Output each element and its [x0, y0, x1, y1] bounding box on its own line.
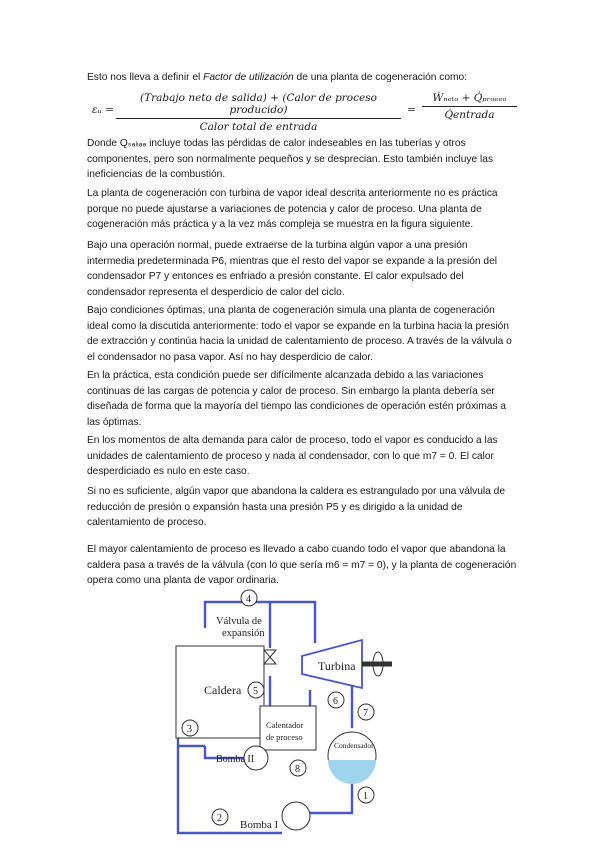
- paragraph: [87, 238, 517, 300]
- equation-lhs: εᵤ =: [92, 104, 114, 116]
- pump-2-label: Bomba II: [216, 754, 255, 765]
- paragraph-line: Bajo condiciones óptimas, una planta de cogeneración simula una planta de cogeneración: [87, 305, 495, 316]
- state-point-label-4: 4: [246, 594, 251, 605]
- paragraph-line: opera como una planta de vapor ordinaria.: [87, 575, 279, 587]
- equation-numerator-1: (Trabajo neto de salida) + (Calor de proceso producido): [116, 92, 401, 119]
- equation-numerator-2: Ẇₙₑₜₒ + Q̇ₚᵣₒₑₑₒ: [422, 92, 517, 107]
- paragraph-line: de extracción y continúa hacia la unidad de calentamiento de proceso. A través de la válvula o: [87, 336, 512, 348]
- paragraph-line: porque no puede ajustarse a variaciones de potencia y calor de proceso. Una planta de: [87, 203, 482, 215]
- paragraph-line: Donde Qₛₐₗᵢₔₐ incluye todas las pérdidas de calor indeseables en las tuberías y otros: [87, 138, 466, 149]
- equation-equals: =: [407, 104, 416, 116]
- state-point-label-3: 3: [187, 724, 192, 735]
- state-point-label-6: 6: [333, 696, 338, 707]
- paragraph: [87, 303, 517, 365]
- intro-before: Esto nos lleva a definir el: [87, 72, 204, 83]
- paragraph: [87, 542, 517, 589]
- equation-denominator-1: Calor total de entrada: [199, 121, 318, 133]
- paragraph-line: intermedia predeterminada P6, mientras que el resto del vapor se expande a la presión del: [87, 255, 498, 267]
- paragraph-line: calentamiento de proceso.: [87, 517, 207, 529]
- state-point-label-8: 8: [295, 764, 300, 775]
- heater-label-1: Calentador: [266, 720, 304, 730]
- paragraph-line: desperdiciado es nulo en este caso.: [87, 466, 250, 478]
- paragraph-line: caldera pasa a través de la válvula (con lo que sería m6 = m7 = 0), y la planta de cogeneración: [87, 559, 517, 571]
- intro-italic: Factor de utilización: [203, 72, 294, 83]
- paragraph-line: continuas de las cargas de potencia y calor de proceso. Sin embargo la planta debería ser: [87, 385, 495, 397]
- expansion-valve-icon: [264, 650, 276, 664]
- paragraph-line: el condensador no pasa vapor. Así no hay desperdicio de calor.: [87, 351, 374, 363]
- paragraph-line: cogeneración más práctica y a la vez más compleja se muestra en la figura siguiente.: [87, 219, 474, 231]
- paragraph-line: Bajo una operación normal, puede extraerse de la turbina algún vapor a una presión: [87, 240, 468, 251]
- paragraph-line: las óptimas.: [87, 416, 142, 428]
- paragraph: [87, 433, 517, 480]
- paragraph-line: ideal como la discutida anteriormente: todo el vapor se expande en la turbina hacia la presión: [87, 320, 509, 332]
- utilization-factor-equation: [92, 92, 512, 133]
- valve-label-1: Válvula de: [216, 616, 262, 627]
- paragraph: [87, 186, 517, 233]
- paragraph-line: ineficiencias de la combustión.: [87, 169, 226, 181]
- pump-1-label: Bomba I: [240, 819, 279, 831]
- state-point-label-7: 7: [363, 708, 368, 719]
- intro-text: [87, 70, 517, 86]
- condenser-water: [328, 760, 376, 784]
- state-point-label-5: 5: [253, 686, 258, 697]
- paragraph: [87, 136, 517, 183]
- equation-fraction-2: [422, 92, 517, 121]
- boiler-label: Caldera: [204, 683, 242, 697]
- paragraph-line: La planta de cogeneración con turbina de vapor ideal descrita anteriormente no es práctica: [87, 188, 498, 199]
- paragraph-line: En la práctica, esta condición puede ser difícilmente alcanzada debido a las variaciones: [87, 370, 484, 381]
- state-point-label-2: 2: [217, 813, 222, 824]
- pump-1-icon: [282, 802, 310, 830]
- paragraph-line: reducción de presión o expansión hasta una presión P5 y es dirigido a la unidad de: [87, 501, 463, 513]
- paragraph-line: Si no es suficiente, algún vapor que abandona la caldera es estrangulado por una válvula de: [87, 486, 505, 497]
- heater-label-2: de proceso: [266, 732, 303, 742]
- state-point-label-1: 1: [363, 791, 368, 802]
- paragraph-line: unidades de calentamiento de proceso y nada al condensador, con lo que m7 = 0. El calor: [87, 450, 494, 462]
- turbine-label: Turbina: [318, 659, 356, 673]
- paragraph: [87, 484, 517, 531]
- intro-after: de una planta de cogeneración como:: [293, 72, 468, 83]
- paragraph-line: El mayor calentamiento de proceso es llevado a cabo cuando todo el vapor que abandona la: [87, 544, 506, 555]
- paragraph-line: componentes, pero son normalmente pequeños y se desprecian. Esto también incluye las: [87, 153, 494, 165]
- equation-denominator-2: Q̇entrada: [444, 109, 495, 121]
- paragraph-line: condensador P7 y entonces es enfriado a presión constante. El calor expulsado del: [87, 271, 464, 283]
- paragraph-line: condensador representa el desperdicio de calor del ciclo.: [87, 286, 345, 298]
- cogeneration-plant-diagram: [170, 588, 410, 843]
- equation-fraction-1: [116, 92, 401, 133]
- condenser-label: Condensador: [334, 741, 374, 750]
- paragraph-line: En los momentos de alta demanda para calor de proceso, todo el vapor es conducido a las: [87, 435, 498, 446]
- paragraph-line: diseñada de forma que la mayoría del tiempo las condiciones de operación estén próximas a: [87, 401, 507, 413]
- pipe: [310, 778, 352, 813]
- valve-label-2: expansión: [222, 628, 265, 639]
- paragraph: [87, 368, 517, 430]
